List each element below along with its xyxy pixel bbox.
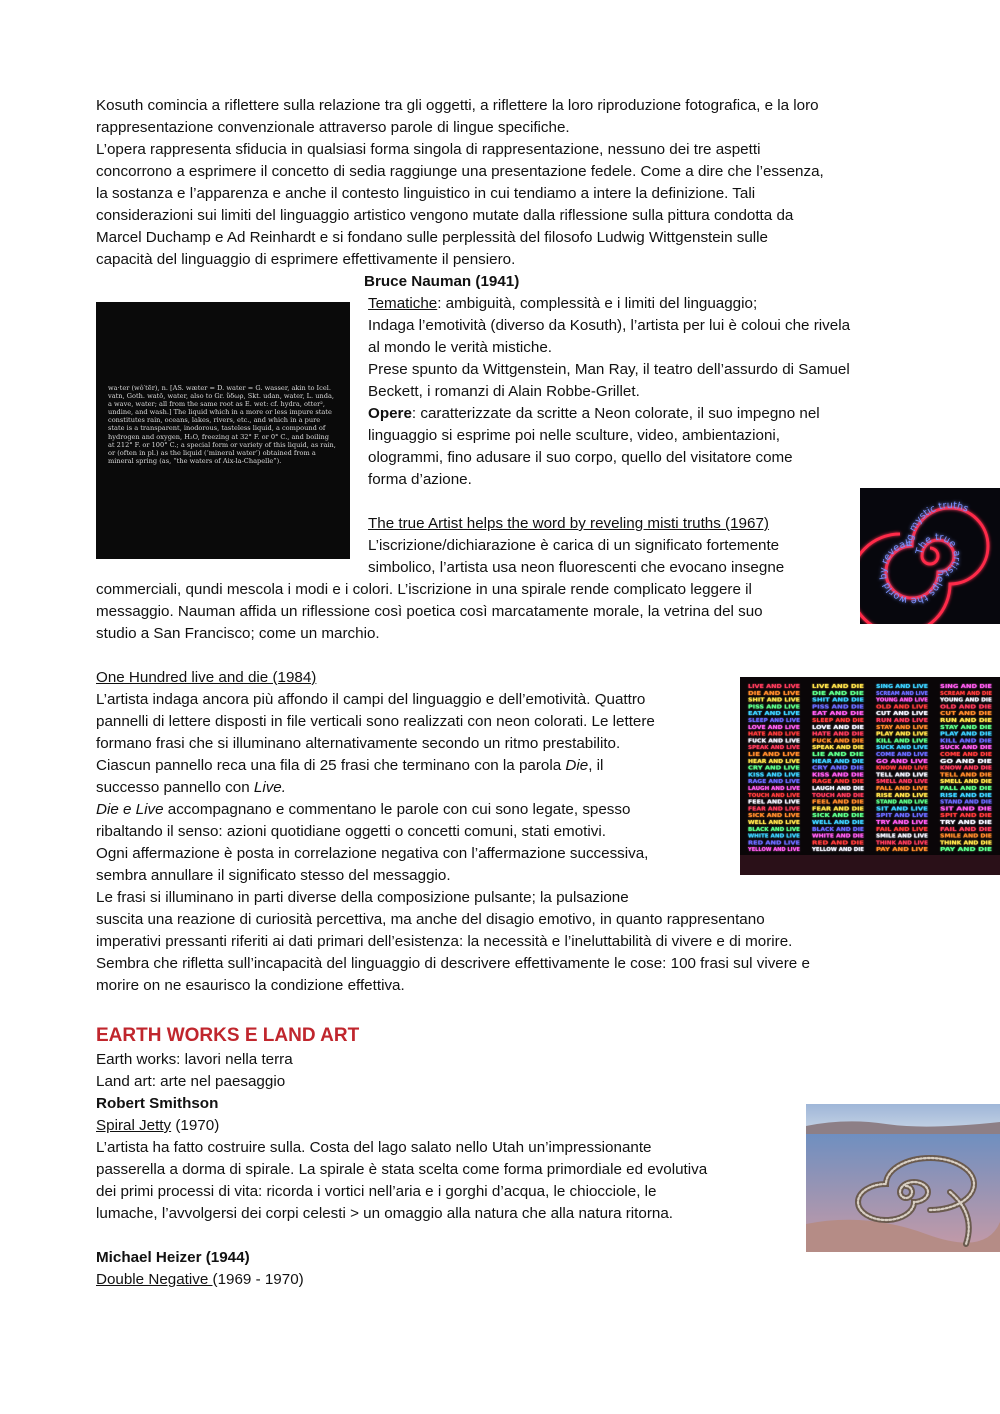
- neon-phrase: LOVE AND LIVE: [748, 724, 801, 731]
- text-line: Le frasi si illuminano in parti diverse della composizione pulsante; la pulsazione: [96, 889, 629, 906]
- water-definition-text: wa·ter (wô′tẽr), n. [AS. wæter = D. water = G. wasser, akin to Icel. vatn, Goth. watō, water, also to Gr. ὕδωρ, Skt. udan, water, L. unda, a wave, water; all from the same root as E. wet: cf. hydra, otter², undine, and wash.] The liquid which in a more or less impure state constitutes rain, oceans, lakes, rivers, etc., and which in a pure state is a transparent, inodorous, tasteless liquid, a compound of hydrogen and oxygen, H₂O, freezing at 32° F. or 0° C., and boiling at 212° F. or 100° C.; a special form or variety of this liquid, as rain, or (often in pl.) as the liquid (‘mineral water’) obtained from a mineral spring (as, “the waters of Aix-la-Chapelle”).: [108, 384, 336, 465]
- text-line: simbolico, l’artista usa neon fluorescenti che evocano insegne: [368, 559, 785, 576]
- text-span: successo pannello con: [96, 779, 254, 796]
- neon-phrase: RAGE AND LIVE: [748, 779, 801, 786]
- text-line: Prese spunto da Wittgenstein, Man Ray, il teatro dell’assurdo di Samuel: [368, 361, 850, 378]
- neon-phrase: LIE AND LIVE: [748, 752, 801, 758]
- neon-spiral-text: The true artist helps the world by revealing mystic truths: [877, 499, 971, 607]
- text-line: la sostanza e l’apparenza e anche il contesto linguistico in cui tendiamo a intere la definizione. Tali: [96, 185, 756, 202]
- neon-phrase: BLACK AND LIVE: [748, 826, 801, 833]
- neon-phrase: TELL AND LIVE: [876, 772, 929, 779]
- neon-phrase: YELLOW AND DIE: [810, 847, 865, 854]
- neon-phrase: CRY AND LIVE: [748, 765, 801, 772]
- double-negative-year: (1969 - 1970): [212, 1271, 304, 1288]
- double-negative-title: Double Negative: [96, 1271, 213, 1288]
- neon-phrase: SMELL AND LIVE: [876, 779, 929, 786]
- neon-phrase: TOUCH AND DIE: [812, 792, 865, 799]
- neon-phrase: HATE AND DIE: [812, 731, 865, 738]
- neon-phrase: RISE AND DIE: [940, 792, 993, 799]
- neon-phrase: STAND AND LIVE: [876, 799, 929, 806]
- text-span: , il: [588, 757, 604, 774]
- spiral-jetty-photo: [806, 1104, 1000, 1252]
- opere-text: : caratterizzate da scritte a Neon colorate, il suo impegno nel: [411, 405, 820, 422]
- neon-phrase: DIE AND LIVE: [748, 690, 801, 697]
- neon-phrase: LAUGH AND DIE: [812, 786, 865, 792]
- neon-phrase: YOUNG AND LIVE: [874, 697, 929, 704]
- text-line: Beckett, i romanzi di Alain Robbe-Grillet.: [368, 383, 640, 400]
- nauman-heading: Bruce Nauman (1941): [364, 273, 520, 290]
- neon-phrase: EAT AND LIVE: [748, 711, 801, 718]
- neon-phrase: FEEL AND DIE: [812, 799, 865, 806]
- text-line: Ogni affermazione è posta in correlazione negativa con l’affermazione successiva,: [96, 845, 649, 862]
- text-line: commerciali, qundi mescola i modi e i colori. L’iscrizione in una spirale rende complicato leggere il: [96, 581, 752, 598]
- spiral-jetty-svg: [806, 1104, 1000, 1252]
- neon-spiral-image: [860, 488, 1000, 624]
- text-line: passerella a dorma di spirale. La spirale è stata scelta come forma primordiale ed evolutiva: [96, 1161, 708, 1178]
- text-line: messaggio. Nauman affida un riflessione così poetica così marcatamente morale, la vetrina del suo: [96, 603, 763, 620]
- neon-phrase: WHITE AND DIE: [812, 833, 865, 840]
- text-line: forma d’azione.: [368, 471, 472, 488]
- neon-phrase: SUCK AND LIVE: [876, 745, 929, 752]
- neon-phrase: SIT AND DIE: [940, 806, 993, 813]
- neon-phrase: CUT AND DIE: [940, 711, 993, 718]
- neon-phrase: KNOW AND DIE: [940, 765, 993, 772]
- neon-phrase: RISE AND LIVE: [876, 792, 929, 799]
- neon-phrase: LIE AND DIE: [812, 752, 865, 758]
- neon-phrase: HEAR AND LIVE: [748, 758, 801, 765]
- neon-phrase: RUN AND DIE: [940, 718, 993, 724]
- floor-reflection: [740, 855, 1000, 875]
- neon-phrase: WELL AND DIE: [812, 820, 865, 826]
- neon-phrase: CUT AND LIVE: [876, 711, 929, 718]
- neon-phrase: YELLOW AND LIVE: [747, 847, 801, 854]
- neon-panels-svg: [740, 677, 1000, 875]
- neon-phrase: RED AND DIE: [812, 840, 865, 847]
- text-line: Sembra che rifletta sull’incapacità del linguaggio di descrivere effettivamente le cose: 100 frasi sul vivere e: [96, 955, 810, 972]
- neon-phrase: SLEEP AND LIVE: [748, 718, 801, 724]
- text-line: dei primi processi di vita: ricorda i vortici nell’aria e i gorghi d’acqua, le chiocciole, le: [96, 1183, 657, 1200]
- neon-phrase: SPIT AND LIVE: [876, 813, 929, 820]
- tematiche-text: : ambiguità, complessità e i limiti del linguaggio;: [437, 295, 758, 312]
- neon-phrase: SICK AND DIE: [812, 813, 865, 820]
- neon-phrase: SCREAM AND LIVE: [876, 690, 929, 697]
- neon-phrase: SLEEP AND DIE: [812, 718, 865, 724]
- text-line: al mondo le verità mistiche.: [368, 339, 553, 356]
- neon-phrase: PISS AND DIE: [812, 704, 865, 711]
- hundred-title: One Hundred live and die (1984): [96, 669, 317, 686]
- tematiche-line: [368, 294, 757, 314]
- neon-phrase: YOUNG AND DIE: [938, 697, 993, 704]
- dielive-line: [96, 800, 630, 820]
- neon-phrase: COME AND LIVE: [876, 752, 929, 758]
- text-span: Ciascun pannello reca una fila di 25 frasi che terminano con la parola: [96, 757, 566, 774]
- neon-phrase: TRY AND DIE: [940, 820, 993, 826]
- hundred-live-and-die-image: [740, 677, 1000, 875]
- neon-phrase: FUCK AND DIE: [812, 738, 865, 745]
- neon-phrase: THINK AND LIVE: [876, 840, 929, 847]
- text-line: sembra annullare il significato stesso del messaggio.: [96, 867, 451, 884]
- neon-phrase: KILL AND DIE: [940, 738, 993, 745]
- text-line: L’opera rappresenta sfiducia in qualsiasi forma singola di rappresentazione, nessuno dei tre aspetti: [96, 141, 761, 158]
- text-line: pannelli di lettere disposti in file verticali sono realizzati con neon colorati. Le lettere: [96, 713, 655, 730]
- text-line: ribaltando il senso: azioni quotidiane oggetti o concetti comuni, stati emotivi.: [96, 823, 606, 840]
- neon-phrase: SMELL AND DIE: [940, 779, 993, 786]
- neon-phrase: STAY AND DIE: [940, 724, 993, 731]
- dielive-word: Die e Live: [96, 801, 164, 818]
- text-line: considerazioni sui limiti del linguaggio artistico vengono mutate dalla riflessione sulla pittura condotta da: [96, 207, 794, 224]
- opere-label: Opere: [368, 405, 412, 422]
- true-artist-title: The true Artist helps the word by reveling misti truths (1967): [368, 515, 769, 532]
- neon-phrase: TOUCH AND LIVE: [748, 792, 801, 799]
- text-line: rappresentazione convenzionale attraverso parole di lingue specifiche.: [96, 119, 570, 136]
- text-line: L’artista ha fatto costruire sulla. Costa del lago salato nello Utah un’impressionante: [96, 1139, 652, 1156]
- die-word: Die: [565, 757, 589, 774]
- neon-phrase: DIE AND DIE: [812, 690, 865, 697]
- neon-phrase: PISS AND LIVE: [748, 704, 801, 711]
- neon-phrase: SMILE AND LIVE: [876, 833, 929, 840]
- neon-phrase: SUCK AND DIE: [940, 745, 993, 752]
- text-line: concorrono a esprimere il concetto di sedia raggiunge una presentazione fedele. Come a dire che l’essenza,: [96, 163, 824, 180]
- text-line: imperativi pressanti riferiti ai dati primari dell’esistenza: la necessità e l’ineluttabilità di vivere e di morire.: [96, 933, 793, 950]
- die-line: [96, 756, 603, 776]
- text-line: suscita una reazione di curiosità percettiva, ma anche del disagio emotivo, in quanto rappresentano: [96, 911, 765, 928]
- neon-phrase: FALL AND LIVE: [876, 786, 929, 792]
- neon-phrase: FEAR AND DIE: [812, 806, 865, 813]
- neon-phrase: KISS AND LIVE: [748, 772, 801, 779]
- neon-phrase: FAIL AND DIE: [940, 826, 993, 833]
- neon-phrase: FEAR AND LIVE: [748, 806, 801, 813]
- text-line: capacità del linguaggio di esprimere effettivamente il pensiero.: [96, 251, 516, 268]
- neon-phrase: STAY AND LIVE: [876, 724, 929, 731]
- earth-heading: EARTH WORKS E LAND ART: [96, 1025, 360, 1046]
- neon-phrase: RED AND LIVE: [748, 840, 801, 847]
- neon-phrase: SING AND LIVE: [876, 684, 929, 690]
- text-line: Earth works: lavori nella terra: [96, 1051, 293, 1068]
- neon-phrase: EAT AND DIE: [812, 711, 865, 718]
- neon-phrase: SMILE AND DIE: [940, 833, 993, 840]
- neon-phrase: FALL AND DIE: [940, 786, 993, 792]
- neon-phrase: PLAY AND DIE: [940, 731, 993, 738]
- neon-phrase: SPEAK AND LIVE: [748, 745, 801, 752]
- neon-phrase: BLACK AND DIE: [812, 826, 865, 833]
- neon-phrase: SCREAM AND DIE: [940, 690, 993, 697]
- text-line: Marcel Duchamp e Ad Reinhardt e si fondano sulle perplessità del filosofo Ludwig Wittgenstein sulle: [96, 229, 768, 246]
- neon-phrase: LIVE AND LIVE: [748, 684, 801, 690]
- neon-phrase: SIT AND LIVE: [876, 806, 929, 813]
- neon-phrase: THINK AND DIE: [940, 840, 993, 847]
- neon-phrase: SICK AND LIVE: [748, 813, 801, 820]
- spiral-jetty-year: (1970): [171, 1117, 220, 1134]
- text-line: lumache, l’avvolgersi dei corpi celesti > un omaggio alla natura che alla natura ritorna.: [96, 1205, 674, 1222]
- heizer-heading: Michael Heizer (1944): [96, 1249, 250, 1266]
- water-definition-image: [96, 302, 350, 559]
- text-line: Land art: arte nel paesaggio: [96, 1073, 286, 1090]
- neon-phrase: KILL AND LIVE: [876, 738, 929, 745]
- neon-phrase: PAY AND LIVE: [876, 847, 929, 854]
- live-line: [96, 778, 286, 798]
- spiral-jetty-title: Spiral Jetty: [96, 1117, 172, 1134]
- text-line: Indaga l’emotività (diverso da Kosuth), l’artista per lui è coloui che rivela: [368, 317, 851, 334]
- neon-phrase: FEEL AND LIVE: [748, 799, 801, 806]
- neon-phrase: TELL AND DIE: [940, 772, 993, 779]
- neon-phrase: OLD AND DIE: [940, 704, 993, 711]
- neon-phrase: STAND AND DIE: [940, 799, 993, 806]
- neon-phrase: SPEAK AND DIE: [812, 745, 865, 752]
- opere-line: [368, 404, 820, 424]
- text-line: L’iscrizione/dichiarazione è carica di un significato fortemente: [368, 537, 780, 554]
- text-line: L’artista indaga ancora più affondo il campi del linguaggio e dell’emotività. Quattro: [96, 691, 646, 708]
- text-line: ologrammi, fino adusare il suo corpo, quello del visitatore come: [368, 449, 793, 466]
- neon-phrase: FUCK AND LIVE: [748, 738, 801, 745]
- neon-phrase: WHITE AND LIVE: [748, 833, 801, 840]
- neon-phrase: HEAR AND DIE: [812, 758, 865, 765]
- neon-phrase: OLD AND LIVE: [876, 704, 929, 711]
- neon-phrase: SING AND DIE: [940, 684, 993, 690]
- neon-phrase: FAIL AND LIVE: [876, 826, 929, 833]
- text-span: accompagnano e commentano le parole con cui sono legate, spesso: [163, 801, 631, 818]
- neon-phrase: WELL AND LIVE: [748, 820, 801, 826]
- neon-phrase: LOVE AND DIE: [812, 724, 865, 731]
- tematiche-label: Tematiche: [368, 295, 438, 312]
- neon-phrase: HATE AND LIVE: [748, 731, 801, 738]
- text-line: morire on ne esaurisco la condizione effettiva.: [96, 977, 405, 994]
- neon-red-spiral: [860, 508, 988, 624]
- neon-phrase: RUN AND LIVE: [876, 718, 929, 724]
- text-line: formano frasi che si illuminano alternativamente secondo un ritmo prestabilito.: [96, 735, 621, 752]
- live-word: Live.: [253, 779, 286, 796]
- neon-phrase: GO AND LIVE: [876, 758, 929, 765]
- neon-spiral-svg: [860, 488, 1000, 624]
- neon-phrase: COME AND DIE: [940, 752, 993, 758]
- neon-phrase: SHIT AND LIVE: [748, 697, 801, 704]
- neon-phrase: SHIT AND DIE: [812, 697, 865, 704]
- double-negative-line: [96, 1270, 304, 1290]
- text-line: studio a San Francisco; come un marchio.: [96, 625, 380, 642]
- neon-phrase: KNOW AND LIVE: [876, 765, 929, 772]
- neon-phrase: GO AND DIE: [940, 758, 993, 765]
- neon-phrase: KISS AND DIE: [812, 772, 865, 779]
- neon-phrase: PLAY AND LIVE: [876, 731, 929, 738]
- text-line: linguaggio si esprime poi nelle sculture, video, ambientazioni,: [368, 427, 780, 444]
- spiral-jetty-line: [96, 1116, 219, 1136]
- neon-phrase: RAGE AND DIE: [812, 779, 865, 786]
- neon-phrase: LAUGH AND LIVE: [748, 786, 801, 792]
- smithson-heading: Robert Smithson: [96, 1095, 219, 1112]
- text-line: Kosuth comincia a riflettere sulla relazione tra gli oggetti, a riflettere la loro riproduzione fotografica, e la loro: [96, 97, 819, 114]
- neon-phrase: TRY AND LIVE: [876, 820, 929, 826]
- neon-phrase: PAY AND DIE: [940, 847, 993, 854]
- neon-phrase: CRY AND DIE: [812, 765, 865, 772]
- neon-phrase: SPIT AND DIE: [940, 813, 993, 820]
- neon-phrase: LIVE AND DIE: [812, 684, 865, 690]
